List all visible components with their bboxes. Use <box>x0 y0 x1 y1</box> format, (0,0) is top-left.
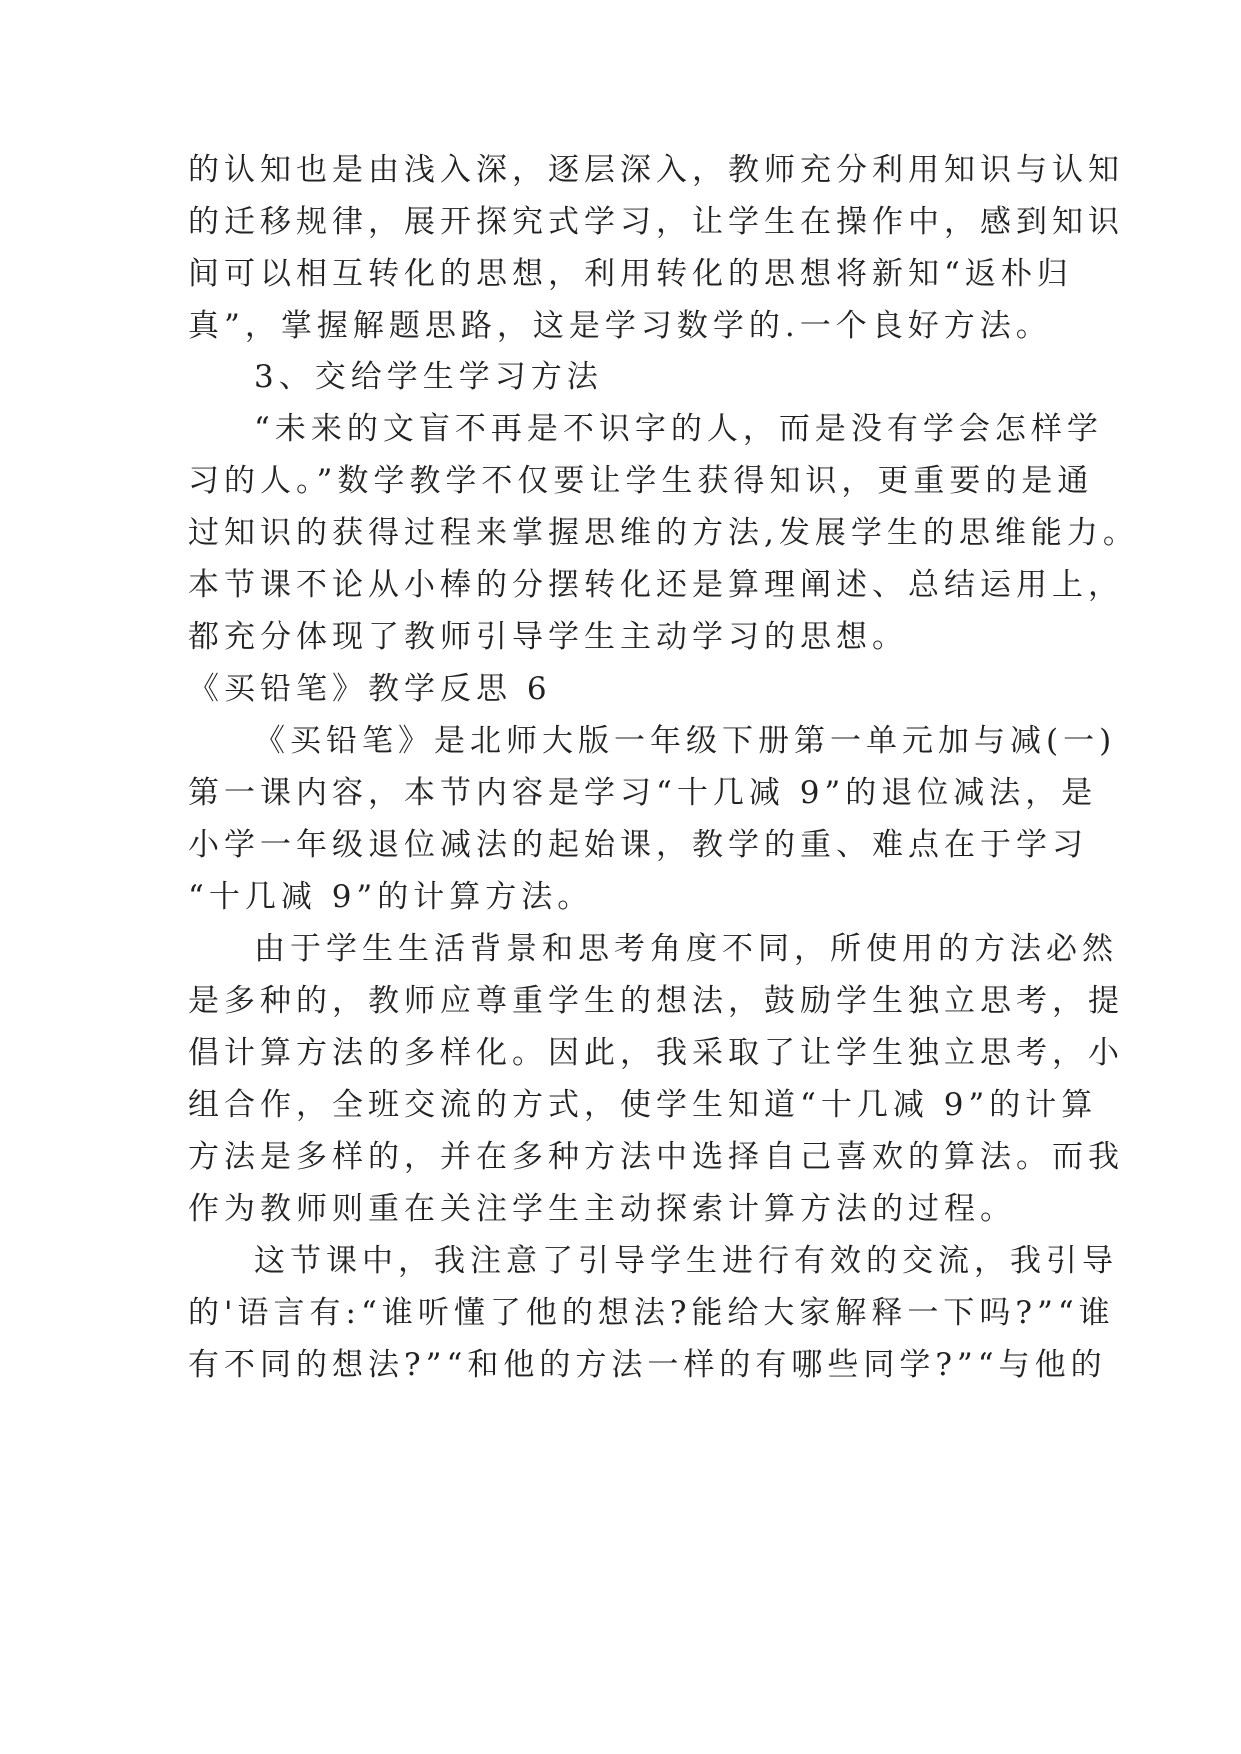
text-line: 习的人。”数学教学不仅要让学生获得知识，更重要的是通 <box>188 463 1094 499</box>
text-line: 的迁移规律，展开探究式学习，让学生在操作中，感到知识 <box>188 204 1124 240</box>
text-line: 小学一年级退位减法的起始课，教学的重、难点在于学习 <box>188 827 1088 863</box>
text-line: 有不同的想法?”“和他的方法一样的有哪些同学?”“与他的 <box>188 1347 1107 1383</box>
text-line: 组合作，全班交流的方式，使学生知道“十几减 9”的计算 <box>188 1087 1098 1123</box>
text-line: 都充分体现了教师引导学生主动学习的思想。 <box>188 619 908 655</box>
text-line: 由于学生生活背景和思考角度不同，所使用的方法必然 <box>254 931 1118 967</box>
text-line: “十几减 9”的计算方法。 <box>188 879 594 915</box>
text-line: 这节课中，我注意了引导学生进行有效的交流，我引导 <box>254 1243 1118 1279</box>
text-line: “未来的文盲不再是不识字的人，而是没有学会怎样学 <box>254 411 1103 447</box>
text-line: 的'语言有:“谁听懂了他的想法?能给大家解释一下吗?”“谁 <box>188 1295 1115 1331</box>
article-title: 《买铅笔》教学反思 6 <box>188 671 552 707</box>
text-line: 方法是多样的，并在多种方法中选择自己喜欢的算法。而我 <box>188 1139 1124 1175</box>
text-line: 《买铅笔》是北师大版一年级下册第一单元加与减(一) <box>254 723 1117 759</box>
text-line: 本节课不论从小棒的分摆转化还是算理阐述、总结运用上， <box>188 567 1124 603</box>
text-line: 第一课内容，本节内容是学习“十几减 9”的退位减法，是 <box>188 775 1098 811</box>
text-line: 间可以相互转化的思想，利用转化的思想将新知“返朴归 <box>188 256 1073 292</box>
text-line: 作为教师则重在关注学生主动探索计算方法的过程。 <box>188 1191 1016 1227</box>
text-line: 是多种的，教师应尊重学生的想法，鼓励学生独立思考，提 <box>188 983 1124 1019</box>
text-line: 过知识的获得过程来掌握思维的方法,发展学生的思维能力。 <box>188 515 1139 551</box>
text-line: 倡计算方法的多样化。因此，我采取了让学生独立思考，小 <box>188 1035 1124 1071</box>
text-line: 的认知也是由浅入深，逐层深入，教师充分利用知识与认知 <box>188 152 1124 188</box>
section-heading: 3、交给学生学习方法 <box>254 359 603 395</box>
text-line: 真”，掌握解题思路，这是学习数学的.一个良好方法。 <box>188 308 1052 344</box>
